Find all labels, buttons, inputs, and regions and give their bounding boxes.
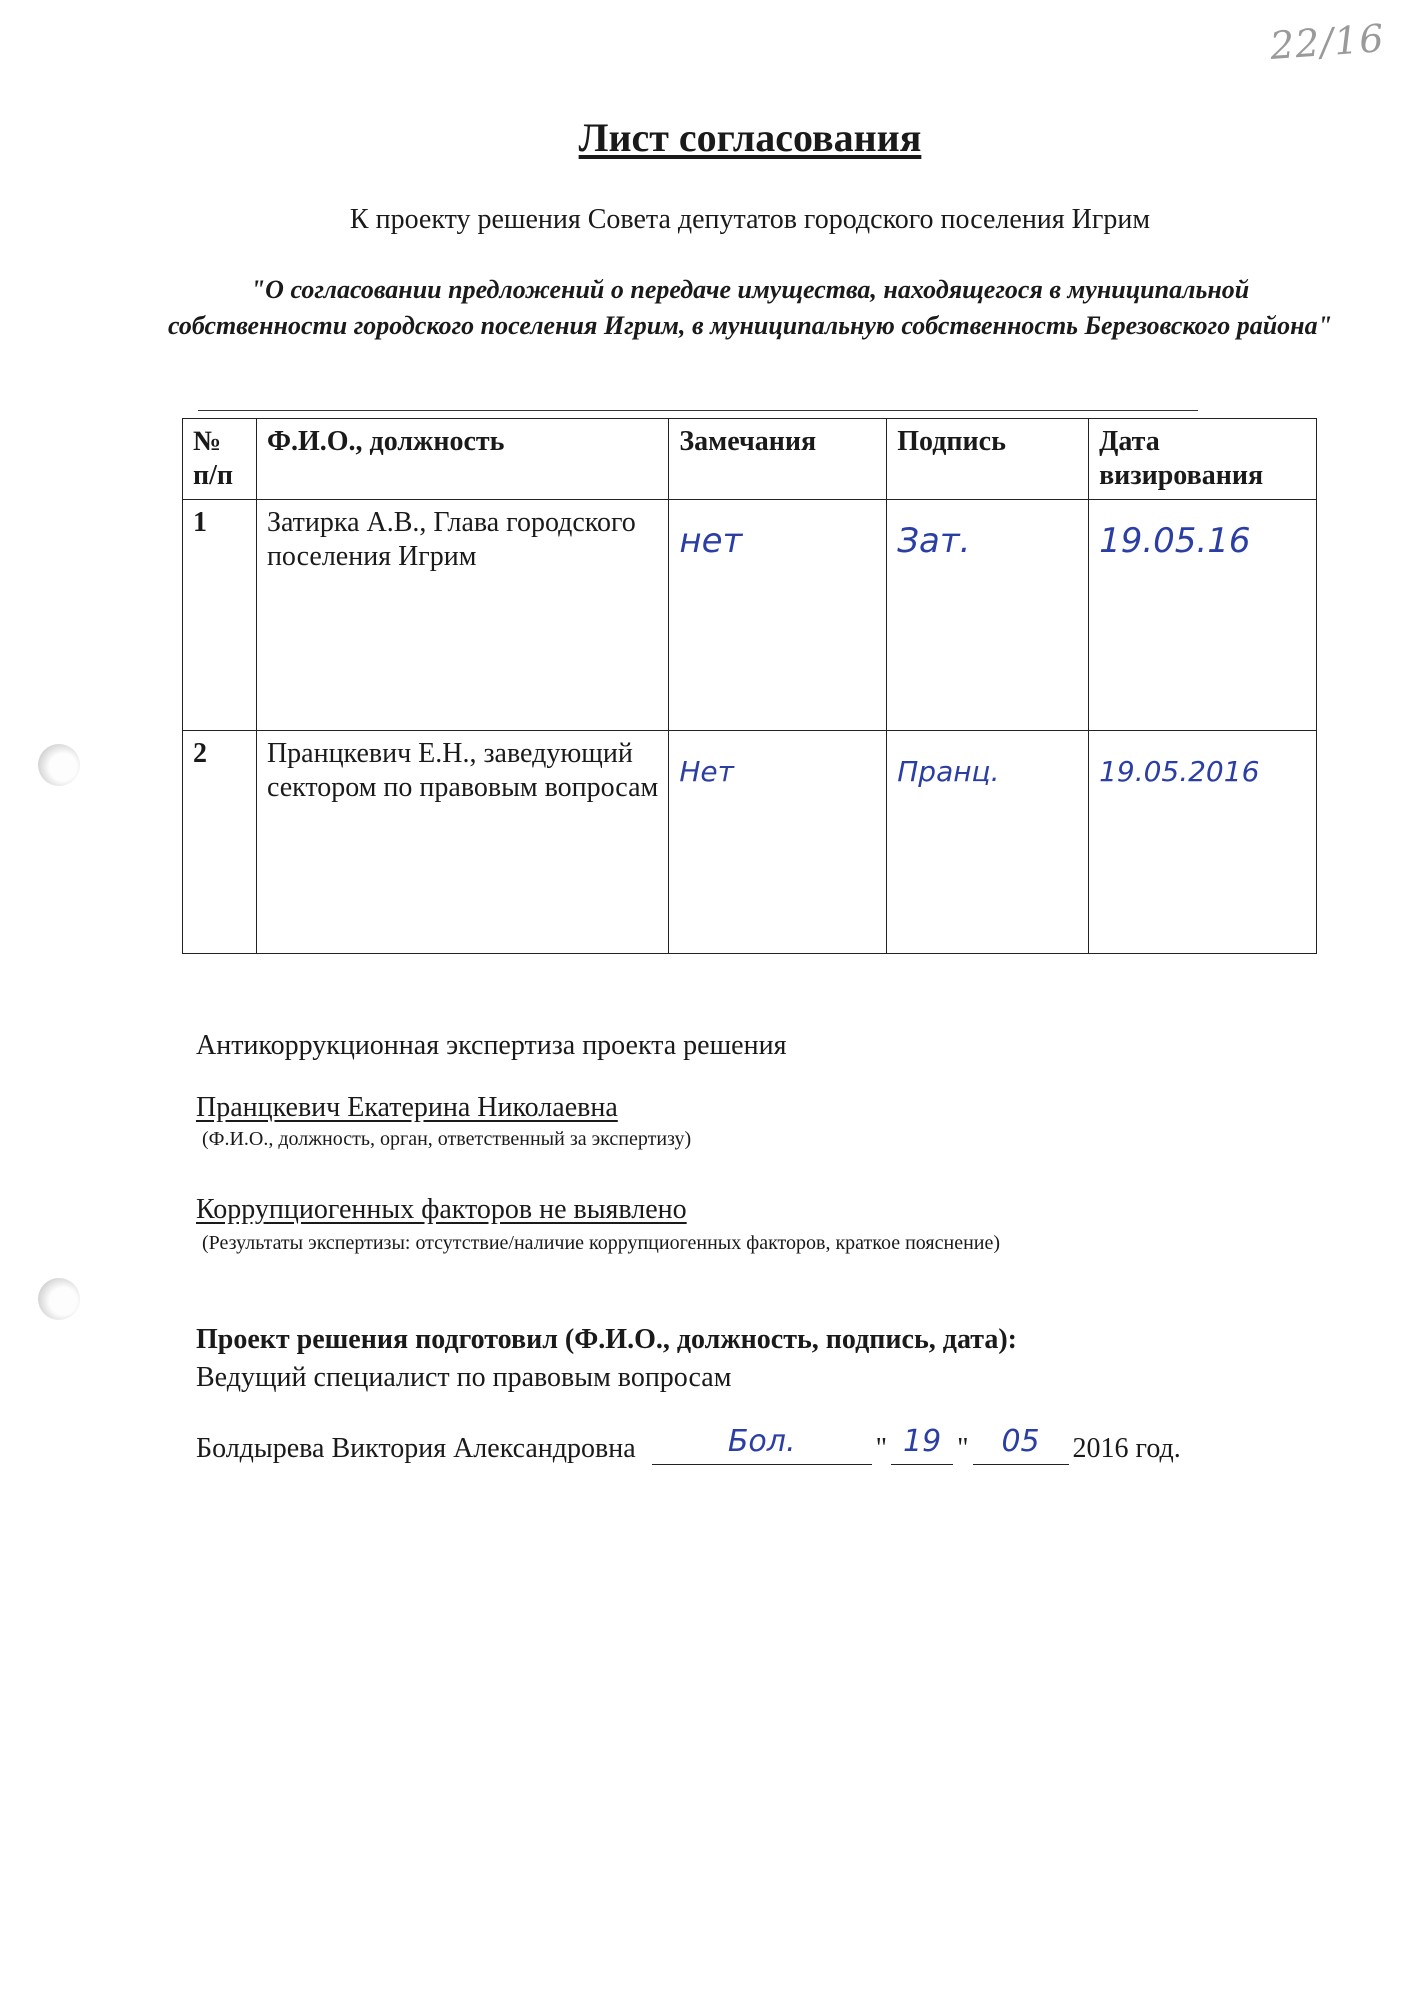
column-header-name: Ф.И.О., должность — [256, 419, 668, 500]
expertise-title: Антикоррукционная экспертиза проекта решения — [196, 1030, 787, 1061]
quote-mark: " — [875, 1433, 888, 1464]
handwritten-remarks: Нет — [679, 755, 734, 788]
row-name-position: Затирка А.В., Глава городского поселения Игрим — [256, 500, 668, 731]
page-number: 22/16 — [1268, 16, 1386, 68]
row-number: 2 — [183, 731, 257, 954]
row-signature — [887, 500, 1089, 731]
handwritten-day: 19 — [903, 1424, 942, 1459]
row-remarks — [669, 500, 887, 731]
handwritten-date: 19.05.16 — [1099, 521, 1251, 561]
decision-title: "О согласовании предложений о передаче имущества, находящегося в муниципальной собственности городского поселения Игрим, в муниципальную собственность Березовского района" — [167, 275, 1333, 340]
approval-table — [182, 418, 1317, 954]
quote-mark: " — [957, 1433, 969, 1464]
row-remarks — [669, 731, 887, 954]
row-number: 1 — [183, 500, 257, 731]
handwritten-signature: Пранц. — [897, 755, 1000, 788]
handwritten-remarks: нет — [679, 521, 743, 561]
expertise-result: Коррупциогенных факторов не выявлено — [196, 1194, 687, 1225]
prepared-by-heading: Проект решения подготовил (Ф.И.О., должность, подпись, дата): — [196, 1324, 1017, 1355]
month-blank — [973, 1424, 1069, 1465]
preparer-position: Ведущий специалист по правовым вопросам — [196, 1362, 732, 1393]
table-header-row — [183, 419, 1317, 500]
divider — [198, 410, 1198, 411]
handwritten-signature: Зат. — [897, 521, 971, 561]
table-row — [183, 500, 1317, 731]
expert-name-note: (Ф.И.О., должность, орган, ответственный за экспертизу) — [202, 1128, 692, 1150]
handwritten-month: 05 — [1001, 1424, 1040, 1459]
expertise-result-note: (Результаты экспертизы: отсутствие/наличие коррупциогенных факторов, краткое пояснение) — [202, 1232, 1001, 1254]
preparer-name: Болдырева Виктория Александровна — [196, 1433, 636, 1464]
handwritten-date: 19.05.2016 — [1099, 755, 1260, 788]
row-date — [1089, 500, 1317, 731]
day-blank — [891, 1424, 953, 1465]
column-header-number: № п/п — [183, 419, 257, 500]
signature-blank — [652, 1424, 872, 1465]
column-header-date: Дата визирования — [1089, 419, 1317, 500]
row-signature — [887, 731, 1089, 954]
column-header-remarks: Замечания — [669, 419, 887, 500]
row-name-position: Пранцкевич Е.Н., заведующий сектором по правовым вопросам — [256, 731, 668, 954]
column-header-signature: Подпись — [887, 419, 1089, 500]
expert-name: Пранцкевич Екатерина Николаевна — [196, 1092, 618, 1123]
row-date — [1089, 731, 1317, 954]
punch-hole — [38, 1278, 80, 1320]
document-title: Лист согласования — [578, 115, 922, 160]
table-row — [183, 731, 1317, 954]
preparer-line — [196, 1424, 1181, 1465]
punch-hole — [38, 744, 80, 786]
year-text: 2016 год. — [1072, 1433, 1181, 1464]
document-subtitle: К проекту решения Совета депутатов городского поселения Игрим — [349, 204, 1151, 235]
handwritten-signature: Бол. — [727, 1424, 796, 1459]
